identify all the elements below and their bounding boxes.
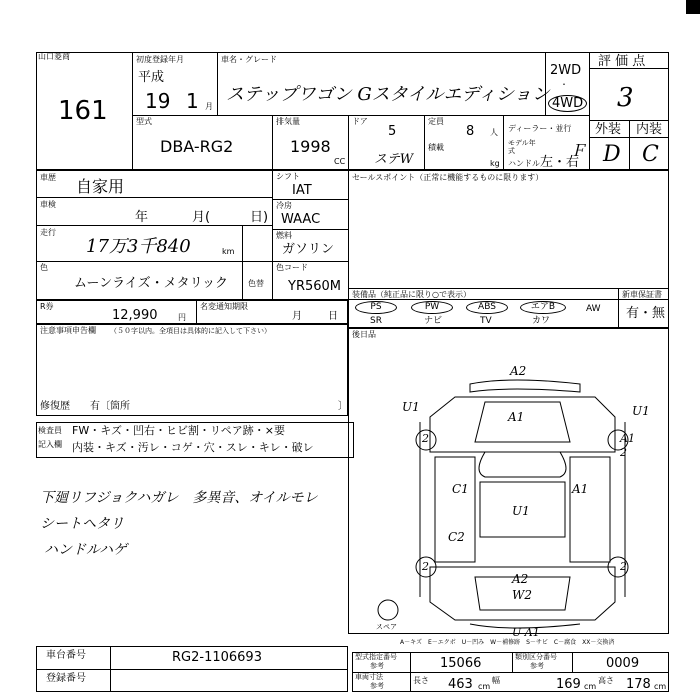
new-warranty: 有・無 <box>626 306 666 321</box>
fuel-label: 燃料 <box>276 231 292 240</box>
km-unit: km <box>222 247 235 256</box>
inspector-label1: 検査員 <box>38 426 62 435</box>
diagram-mark: U1 <box>632 404 650 418</box>
mileage: 17万3千840 <box>86 236 191 257</box>
color-label: 色 <box>40 263 48 272</box>
mileage-label: 走行 <box>40 228 56 237</box>
reg-year: 19 <box>145 89 171 113</box>
drive-2wd: 2WD <box>550 63 582 78</box>
history-label: 車歴 <box>40 173 56 182</box>
inspector-line1: FW・キズ・凹右・ヒビ割・リペア跡・×要 <box>72 424 285 437</box>
notes-block <box>36 324 348 416</box>
color-code-label: 色コード <box>276 263 308 272</box>
notice-month: 月 <box>292 311 302 322</box>
damage-legend: A－キズ E－エクボ U－凹み W－補修跡 S－サビ C－腐食 XX－交換済 <box>400 639 615 646</box>
rating-label: 評 価 点 <box>598 54 646 69</box>
diagram-mark: A1 <box>572 482 589 496</box>
class-label: 類別区分番号 <box>515 653 557 661</box>
diagram-mark: U1 <box>402 400 420 414</box>
color-code: YR560M <box>288 279 342 294</box>
equip-pw: PW <box>411 301 453 314</box>
color-change-label: 色替 <box>248 279 264 288</box>
equip-ps: PS <box>355 301 397 314</box>
exterior-grade: D <box>603 142 621 167</box>
new-warranty-label: 新車保証書 <box>622 290 662 299</box>
equip-sr: SR <box>370 316 382 326</box>
diagram-mark: U A1 <box>512 626 540 639</box>
era: 平成 <box>138 70 165 85</box>
height: 178 <box>626 677 651 692</box>
height-label: 高さ <box>598 676 614 685</box>
rating-value: 3 <box>617 83 634 113</box>
color: ムーンライズ・メタリック <box>74 276 229 291</box>
capacity-label: 定員 <box>428 117 444 126</box>
displacement: 1998 <box>290 137 331 156</box>
cc-unit: CC <box>334 157 346 166</box>
registration-mark: Ｆ <box>570 141 587 160</box>
handwritten-line3: ハンドルハゲ <box>44 542 128 558</box>
diagram-mark: C1 <box>452 482 469 496</box>
interior-label: 内装 <box>636 122 663 137</box>
chassis-number: RG2-1106693 <box>172 650 262 665</box>
steering: 左・右 <box>540 155 580 170</box>
exterior-label: 外装 <box>595 122 622 137</box>
shaken-month: 月( <box>192 210 211 225</box>
ac: WAAC <box>281 212 321 227</box>
diagram-mark: 2 <box>620 446 627 459</box>
recycle: 12,990 <box>112 308 158 323</box>
car-name-label: 車名・グレード <box>221 55 277 64</box>
type-designation-label: 型式指定番号 <box>355 653 397 661</box>
dealer-label: ディーラー・並行 <box>508 124 572 133</box>
model-label: 型式 <box>136 117 152 126</box>
reg-month: 1 <box>186 89 199 113</box>
diagram-mark: A1 <box>620 432 635 445</box>
registration-label: 登録番号 <box>46 673 86 684</box>
shaken-year: 年 <box>135 210 149 225</box>
width-label: 幅 <box>492 676 500 685</box>
diagram-mark: A1 <box>508 410 525 424</box>
class-number: 0009 <box>606 656 640 671</box>
width-unit: cm <box>584 682 597 691</box>
shaken-day: 日) <box>250 210 269 225</box>
equip-leather: カワ <box>532 316 551 326</box>
equipment-label: 装備品（純正品に限り○で表示） <box>352 290 471 299</box>
equip-abs: ABS <box>466 301 508 314</box>
size-ref: 参考 <box>370 682 384 690</box>
recycle-label: R券 <box>40 302 54 311</box>
length-unit: cm <box>478 682 491 691</box>
model-year-label: モデル年式 <box>508 139 536 155</box>
ac-label: 冷房 <box>276 201 292 210</box>
person-unit: 人 <box>490 128 498 137</box>
length-label: 長さ <box>413 676 429 685</box>
lot-number: 161 <box>58 96 108 126</box>
length: 463 <box>448 677 473 692</box>
spare-tire <box>378 600 398 620</box>
equip-tv: TV <box>480 316 492 326</box>
inspector-line2: 内装・キズ・汚レ・コゲ・穴・スレ・キレ・破レ <box>72 441 314 454</box>
door-label: ドア <box>352 117 368 126</box>
interior-grade: C <box>642 142 659 167</box>
size-label: 車両寸法 <box>355 673 383 681</box>
repair-close: 〕 <box>338 401 348 412</box>
shift: IAT <box>292 183 312 198</box>
displacement-label: 排気量 <box>276 117 300 126</box>
caution-sub: （５０字以内。全項目は具体的に記入して下さい） <box>110 327 271 335</box>
corner-label: 山口菱商 <box>38 52 70 61</box>
load-label: 積載 <box>428 143 444 152</box>
model-code: DBA-RG2 <box>160 137 234 156</box>
diagram-mark: A2 <box>512 572 529 586</box>
equip-navi: ナビ <box>424 316 443 326</box>
height-unit: cm <box>654 682 667 691</box>
capacity: 8 <box>466 124 475 139</box>
steering-label: ハンドル <box>508 159 540 168</box>
drive-4wd: 4WD <box>548 95 587 112</box>
shaken-label: 車検 <box>40 200 56 209</box>
yen-unit: 円 <box>178 313 186 322</box>
fuel: ガソリン <box>282 242 335 257</box>
class-ref: 参考 <box>530 662 544 670</box>
shift-label: シフト <box>276 172 300 181</box>
spare-label: スペア <box>376 623 397 631</box>
doors: 5 <box>388 124 397 139</box>
diagram-mark: A2 <box>510 364 527 378</box>
width: 169 <box>556 677 581 692</box>
diagram-mark: 2 <box>620 560 627 573</box>
diagram-mark: U1 <box>512 504 530 518</box>
chassis-label: 車台番号 <box>46 650 86 661</box>
inspector-label2: 記入欄 <box>38 440 62 449</box>
body-type: ステW <box>374 152 414 167</box>
first-reg-label: 初度登録年月 <box>136 55 184 64</box>
handwritten-line2: シートヘタリ <box>40 516 124 532</box>
corner-mark <box>686 0 700 14</box>
after-items-label: 後日品 <box>352 330 376 339</box>
diagram-mark: 2 <box>422 432 429 445</box>
caution-label: 注意事項申告欄 <box>40 326 96 335</box>
sales-point-label: セールスポイント（正常に機能するものに限ります） <box>352 173 544 182</box>
equip-aw: AW <box>586 304 601 314</box>
type-designation: 15066 <box>440 656 482 671</box>
notice-label: 名変通知期限 <box>200 302 248 311</box>
diagram-mark: 2 <box>422 560 429 573</box>
repair-value: 有〔箇所 <box>90 401 130 412</box>
type-designation-ref: 参考 <box>370 662 384 670</box>
notice-day: 日 <box>328 311 338 322</box>
drive-dot: ・ <box>560 80 568 89</box>
diagram-mark: C2 <box>448 530 465 544</box>
repair-label: 修復歴 <box>40 401 70 412</box>
handwritten-line1: 下廻リフジョクハガレ 多異音、オイルモレ <box>40 490 318 506</box>
car-name: ステップワゴン Gスタイルエディション <box>226 84 550 105</box>
equip-airbag: エアB <box>520 301 566 314</box>
kg-unit: kg <box>490 159 500 168</box>
month-unit: 月 <box>205 102 213 111</box>
history: 自家用 <box>76 177 125 196</box>
diagram-mark: W2 <box>512 588 532 602</box>
